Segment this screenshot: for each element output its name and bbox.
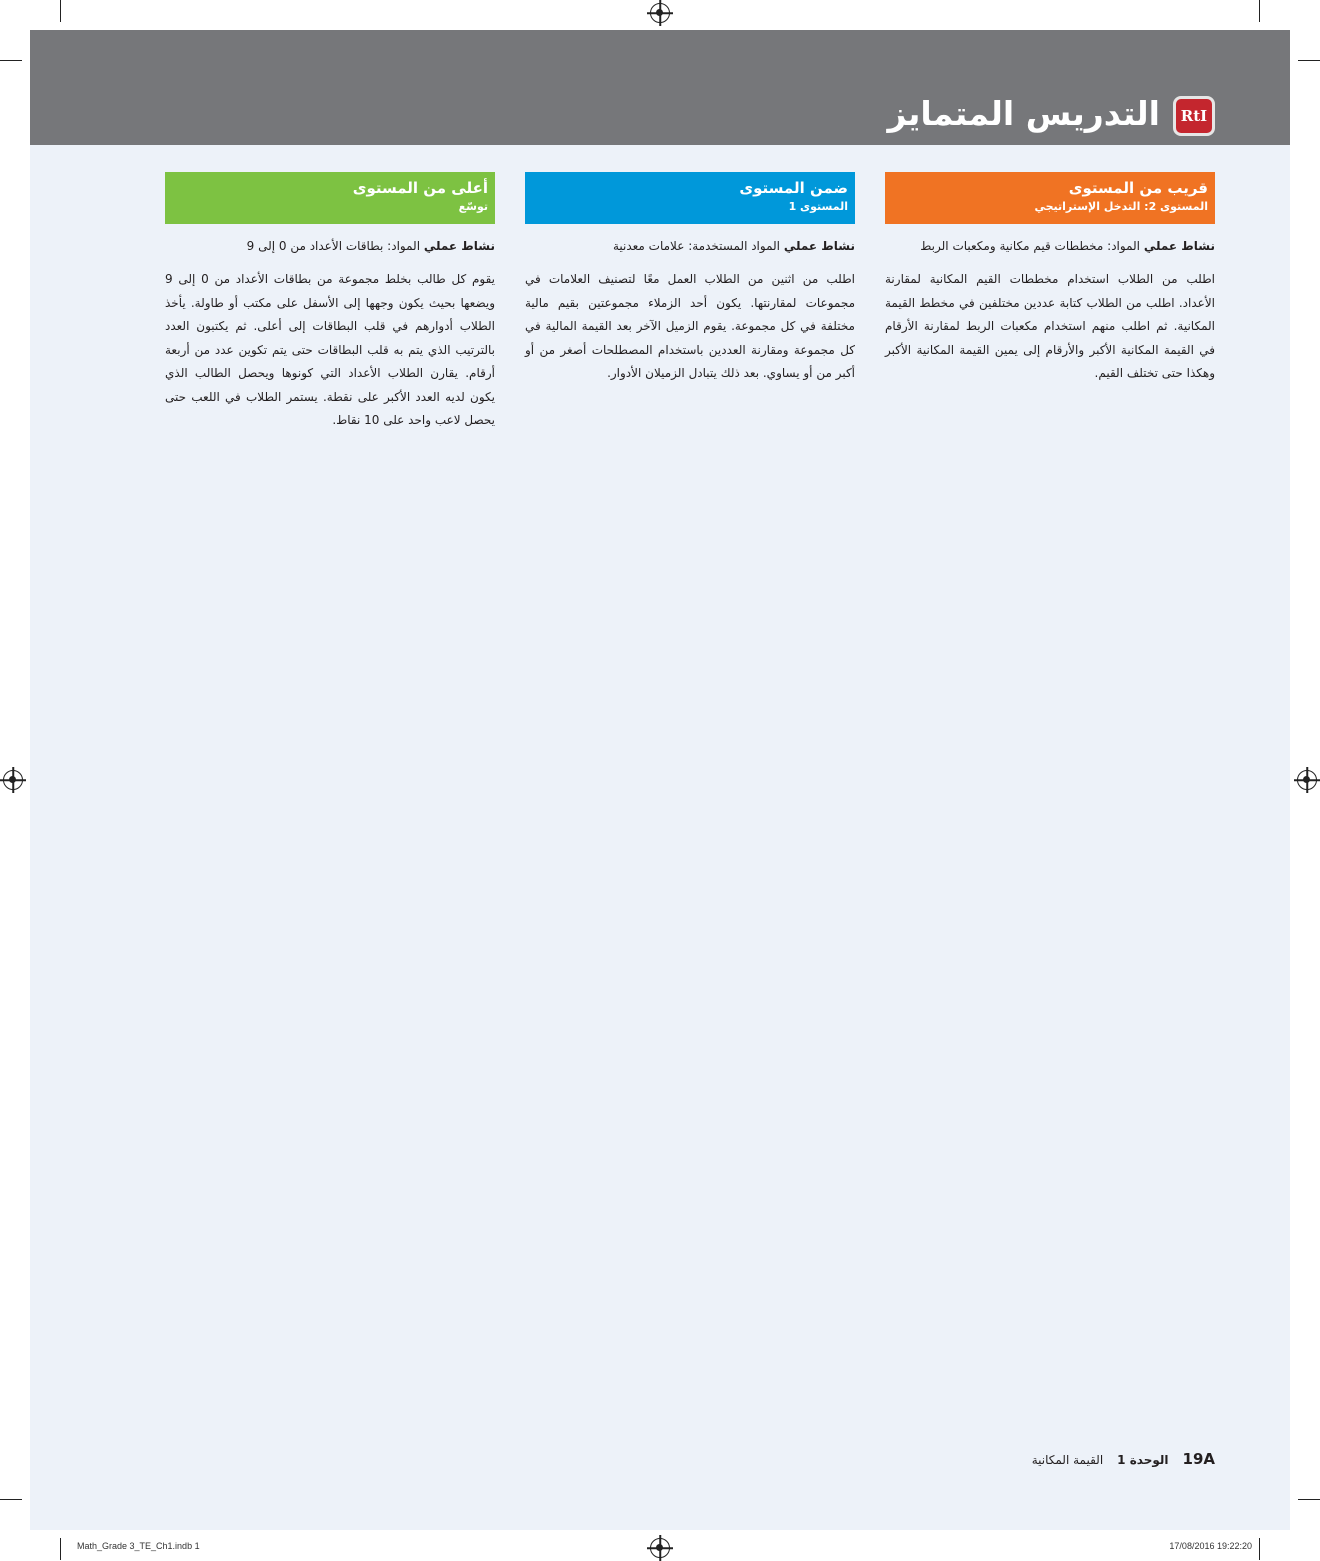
chapter-label: الوحدة 1 xyxy=(1117,1453,1169,1467)
registration-mark-icon xyxy=(650,3,670,23)
activity-description: يقوم كل طالب بخلط مجموعة من بطاقات الأعداد من 0 إلى 9 ويضعها بحيث يكون وجهها إلى الأسفل على مكتب أو طاولة. يأخذ الطلاب أدوارهم في قلب البطاقات إلى أعلى. ثم يكتبون العدد بالترتيب الذي يتم به قلب البطاقات حتى يتم تكوين عدد من أربعة أرقام. يقارن الطلاب الأعداد التي كونوها ويحصل الطالب الذي يكون لديه العدد الأكبر على نقطة. يستمر الطلاب في اللعب حتى يحصل لاعب واحد على 10 نقاط. xyxy=(165,272,496,427)
column-subtitle: توسّع xyxy=(458,200,488,213)
materials-text: المواد: مخططات قيم مكانية ومكعبات الربط xyxy=(920,239,1144,253)
column-title: أعلى من المستوى xyxy=(352,179,488,197)
crop-mark xyxy=(1259,1538,1260,1560)
column-title: قريب من المستوى xyxy=(1068,179,1208,197)
materials-text: المواد المستخدمة: علامات معدنية xyxy=(612,239,784,253)
crop-mark xyxy=(1259,0,1260,22)
page-number: 19A xyxy=(1182,1450,1215,1468)
materials-text: المواد: بطاقات الأعداد من 0 إلى 9 xyxy=(246,239,424,253)
column-header xyxy=(525,172,855,224)
rti-badge-icon: RtI xyxy=(1173,96,1215,136)
column-subtitle: المستوى 1 xyxy=(788,200,848,213)
chapter-title: القيمة المكانية xyxy=(1031,1453,1104,1467)
column-approaching-level xyxy=(885,172,1215,386)
column-header xyxy=(165,172,495,224)
column-title: ضمن المستوى xyxy=(739,179,848,197)
registration-mark-icon xyxy=(650,1538,670,1558)
header-banner xyxy=(30,30,1290,145)
activity-materials xyxy=(525,237,855,255)
activity-materials xyxy=(885,237,1215,255)
crop-mark xyxy=(0,60,22,61)
crop-mark xyxy=(0,1499,22,1500)
column-subtitle: المستوى 2: التدخل الإستراتيجي xyxy=(1034,200,1208,213)
crop-mark xyxy=(1298,60,1320,61)
page xyxy=(30,30,1290,1530)
slug-timestamp: 17/08/2016 19:22:20 xyxy=(1169,1541,1252,1551)
activity-label: نشاط عملي xyxy=(423,239,495,253)
slug-file-name: Math_Grade 3_TE_Ch1.indb 1 xyxy=(77,1541,200,1551)
activity-description: اطلب من اثنين من الطلاب العمل معًا لتصنيف العلامات في مجموعات لمقارنتها. يكون أحد الزملاء مجموعتين بقيم مالية مختلفة في كل مجموعة. يقوم الزميل الآخر بعد القيمة المالية في كل مجموعة ومقارنة العددين باستخدام المصطلحات أصغر من أو أكبر من أو يساوي. بعد ذلك يتبادل الزميلان الأدوار. xyxy=(525,272,855,380)
activity-description: اطلب من الطلاب استخدام مخططات القيم المكانية لمقارنة الأعداد. اطلب من الطلاب كتابة عددين مختلفين في مخطط القيمة المكانية. ثم اطلب منهم استخدام مكعبات الربط لمقارنة الأرقام في القيمة المكانية الأكبر والأرقام إلى يمين القيمة المكانية الأكبر وهكذا حتى تختلف القيم. xyxy=(885,272,1215,380)
crop-mark xyxy=(1298,1499,1320,1500)
activity-materials xyxy=(165,237,495,255)
crop-mark xyxy=(60,0,61,22)
page-title: التدريس المتمايز xyxy=(887,94,1160,133)
column-on-level xyxy=(525,172,855,386)
page-footer xyxy=(1032,1450,1215,1468)
activity-label: نشاط عملي xyxy=(1143,239,1215,253)
activity-label: نشاط عملي xyxy=(783,239,855,253)
registration-mark-icon xyxy=(3,770,23,790)
registration-mark-icon xyxy=(1297,770,1317,790)
column-beyond-level xyxy=(165,172,495,433)
column-header xyxy=(885,172,1215,224)
crop-mark xyxy=(60,1538,61,1560)
